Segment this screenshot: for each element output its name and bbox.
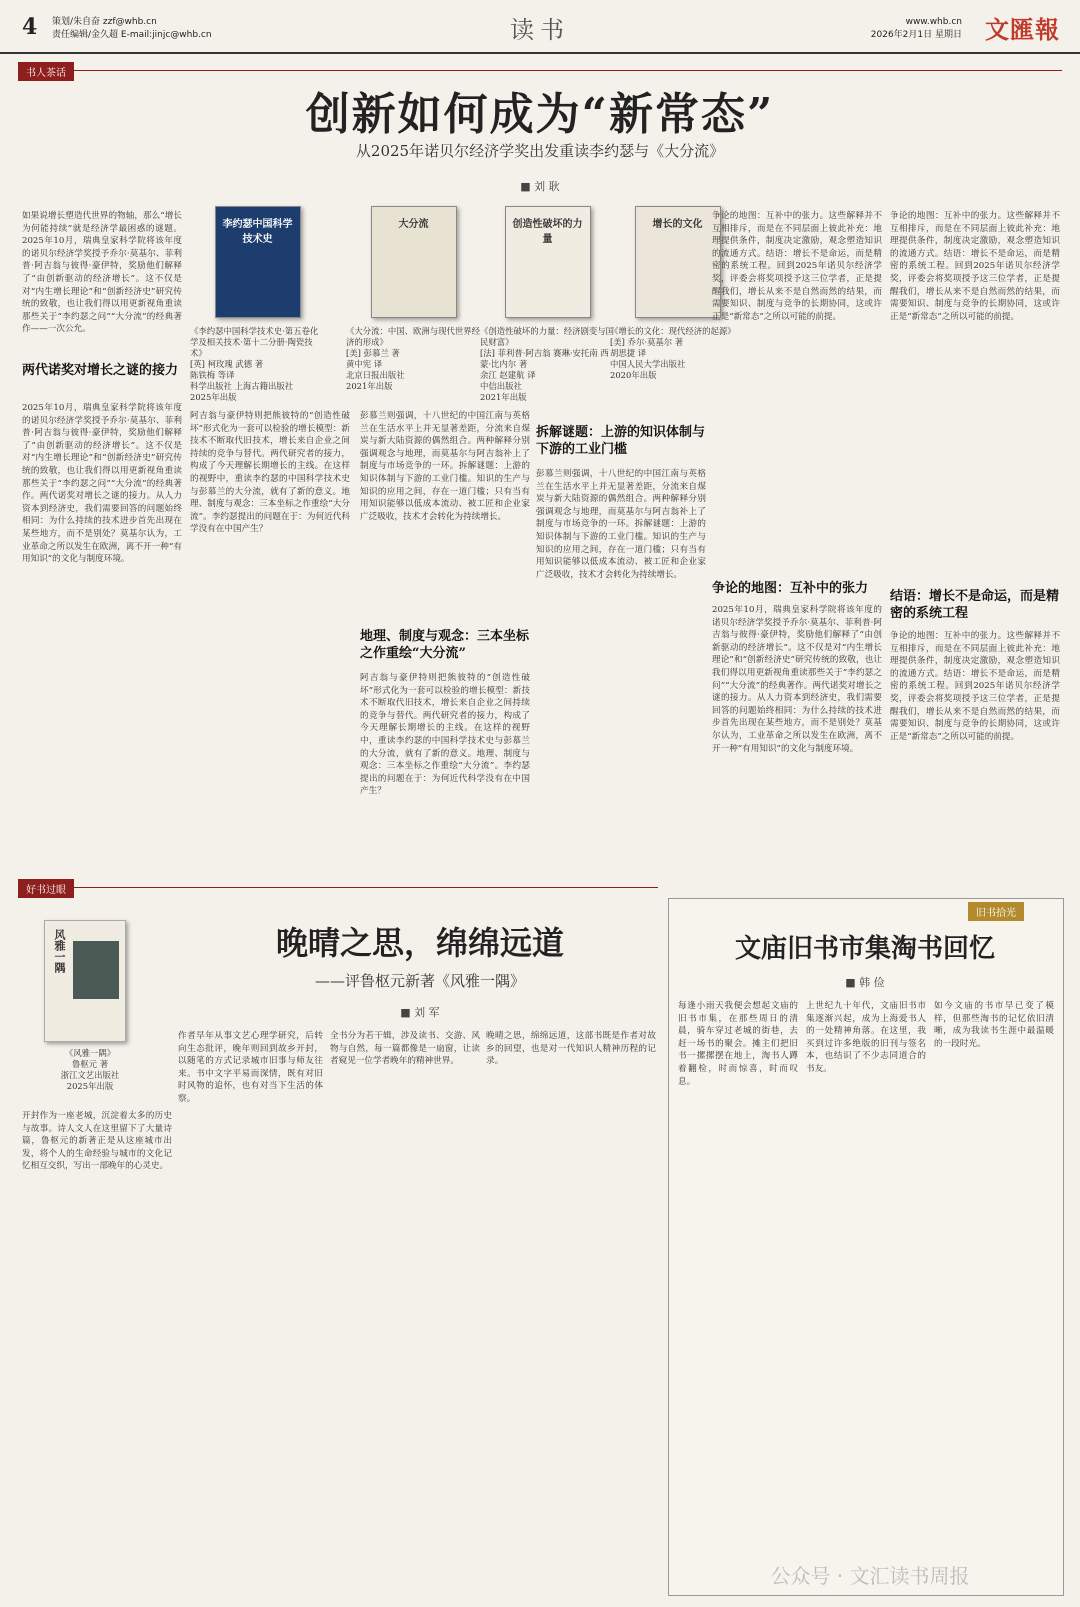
body-column: 2025年10月，瑞典皇家科学院将该年度的诺贝尔经济学奖授予乔尔·莫基尔、菲利普·阿吉翁与彼得·豪伊特，奖励他们解释了“由创新驱动的经济增长”。这不仅是对“内生增长理论”和“创新经济史”研究传统的致敬，也让我们得以用更新视角重读那些关于“李约瑟之问”“大分流”的经典著作。两代诺奖对增长之谜的接力。从人力资本到经济史，我们需要回答的问题始终相同：为什么持续的技术进步首先出现在某些地方，而不是别处？莫基尔认为，工业革命之所以发生在欧洲，离不开一种“有用知识”的文化与制度环境。 bbox=[22, 403, 182, 565]
book-cover bbox=[215, 206, 301, 318]
section-title: 读书 bbox=[510, 16, 570, 44]
review-column: 开封作为一座老城，沉淀着太多的历史与故事。诗人文人在这里留下了大量诗篇，鲁枢元的新著正是从这座城市出发，将个人的生命经验与城市的文化记忆相互交织，写出一部晚年的心灵史。 bbox=[22, 1111, 172, 1172]
caption-author: [美] 乔尔·莫基尔 著 bbox=[610, 337, 684, 347]
page-number: 4 bbox=[22, 14, 38, 40]
caption-author: [法] 菲利普·阿吉翁 赛琳·安托南 西蒙·比内尔 著 bbox=[480, 348, 609, 369]
main-byline: ■ 刘 耿 bbox=[520, 180, 560, 193]
book-item bbox=[190, 206, 325, 403]
old-book-headline: 文庙旧书市集淘书回忆 bbox=[734, 934, 995, 964]
review-column: 晚晴之思，绵绵远道，这部书既是作者对故乡的回望，也是对一代知识人精神历程的记录。 bbox=[486, 1031, 656, 1067]
book-cover bbox=[505, 206, 591, 318]
book-cover-title: 创造性破坏的力量 bbox=[512, 219, 583, 245]
page-header bbox=[0, 0, 1080, 54]
main-subheadline: 从2025年诺贝尔经济学奖出发重读李约瑟与《大分流》 bbox=[355, 142, 725, 160]
book-item bbox=[346, 206, 481, 392]
subhead-3: 拆解谜题：上游的知识体制与下游的工业门槛 bbox=[536, 425, 706, 457]
book-caption bbox=[346, 326, 481, 392]
column-tag: 旧书拾光 bbox=[968, 902, 1024, 921]
review-byline: ■ 刘 军 bbox=[400, 1006, 440, 1019]
subhead-4: 争论的地图：互补中的张力 bbox=[712, 581, 869, 596]
caption-year: 2021年出版 bbox=[480, 392, 527, 402]
book-caption bbox=[190, 326, 325, 403]
book-cover-title: 李约瑟中国科学技术史 bbox=[222, 219, 293, 245]
caption-title: 《李约瑟中国科学技术史·第五卷化学及相关技术·第十二分册·陶瓷技术》 bbox=[190, 326, 319, 358]
caption-title: 《风雅一隅》 bbox=[64, 1048, 116, 1058]
caption-author: [英] 柯玫瑰 武德 著 bbox=[190, 359, 264, 369]
book-cover-image bbox=[44, 920, 126, 1042]
body-column: 彭慕兰则强调，十八世纪的中国江南与英格兰在生活水平上并无显著差距，分流来自煤炭与新大陆资源的偶然组合。两种解释分别强调观念与地理，而莫基尔与阿吉翁补上了制度与市场竞争的一环。拆解谜题：上游的知识体制与下游的工业门槛。知识的生产与知识的应用之间，存在一道门槛；只有当有用知识能够以低成本流动、被工匠和企业家广泛吸收，技术才会转化为持续增长。 bbox=[360, 411, 530, 522]
book-cover-title: 增长的文化 bbox=[652, 219, 703, 230]
caption-title: 《创造性破坏的力量：经济剧变与国民财富》 bbox=[480, 326, 614, 347]
book-item bbox=[480, 206, 615, 403]
editor-line-1: 策划/朱自奋 zzf@whb.cn bbox=[52, 17, 157, 27]
caption-author: 鲁枢元 著 bbox=[71, 1059, 109, 1069]
caption-year: 2025年出版 bbox=[66, 1081, 114, 1091]
main-headline: 创新如何成为“新常态” bbox=[305, 89, 775, 140]
caption-publisher: 浙江文艺出版社 bbox=[60, 1070, 120, 1080]
old-book-column: 如今文庙的书市早已变了模样，但那些淘书的记忆依旧清晰，成为我读书生涯中最温暖的一段时光。 bbox=[934, 1001, 1054, 1049]
review-column: 作者早年从事文艺心理学研究，后转向生态批评，晚年则回到故乡开封，以随笔的方式记录城市旧事与师友往来。书中文字平易而深情，既有对旧时风物的追怀，也有对当下生活的体察。 bbox=[178, 1031, 323, 1104]
website: www.whb.cn bbox=[905, 17, 962, 27]
caption-translator: 黄中宪 译 bbox=[346, 359, 383, 369]
old-book-byline: ■ 韩 俭 bbox=[845, 976, 885, 989]
review-column: 全书分为若干辑，涉及读书、交游、风物与自然，每一篇都像是一扇窗，让读者窥见一位学者晚年的精神世界。 bbox=[330, 1031, 480, 1067]
caption-translator: 胡思捷 译 bbox=[610, 348, 647, 358]
intro-paragraph: 如果说增长塑造代世界的物轴，那么“增长为何能持续”就是经济学最困惑的谜题。2025年10月，瑞典皇家科学院将该年度的诺贝尔经济学奖授予乔尔·莫基尔、菲利普·阿吉翁与彼得·豪伊特，奖励他们解释了“由创新驱动的经济增长”。这不仅是对“内生增长理论”和“创新经济史”研究传统的致敬，也让我们得以用更新视角重读那些关于“李约瑟之问”“大分流”的经典著作——一次公允。 bbox=[22, 211, 182, 335]
subhead-5: 结语：增长不是命运，而是精密的系统工程 bbox=[890, 589, 1060, 621]
caption-publisher: 北京日报出版社 bbox=[346, 370, 405, 380]
body-column: 彭慕兰则强调，十八世纪的中国江南与英格兰在生活水平上并无显著差距，分流来自煤炭与新大陆资源的偶然组合。两种解释分别强调观念与地理，而莫基尔与阿吉翁补上了制度与市场竞争的一环。拆解谜题：上游的知识体制与下游的工业门槛。知识的生产与知识的应用之间，存在一道门槛；只有当有用知识能够以低成本流动、被工匠和企业家广泛吸收，技术才会转化为持续增长。 bbox=[536, 469, 706, 580]
subhead-1: 两代诺奖对增长之谜的接力 bbox=[22, 363, 179, 378]
body-column: 2025年10月，瑞典皇家科学院将该年度的诺贝尔经济学奖授予乔尔·莫基尔、菲利普·阿吉翁与彼得·豪伊特，奖励他们解释了“由创新驱动的经济增长”。这不仅是对“内生增长理论”和“创新经济史”研究传统的致敬，也让我们得以用更新视角重读那些关于“李约瑟之问”“大分流”的经典著作。两代诺奖对增长之谜的接力。从人力资本到经济史，我们需要回答的问题始终相同：为什么持续的技术进步首先出现在某些地方，而不是别处？莫基尔认为，工业革命之所以发生在欧洲，离不开一种“有用知识”的文化与制度环境。 bbox=[712, 605, 882, 754]
caption-year: 2025年出版 bbox=[190, 392, 237, 402]
body-column: 阿吉翁与豪伊特则把熊彼特的“创造性破坏”形式化为一套可以检验的增长模型：新技术不断取代旧技术，增长来自企业之间持续的竞争与替代。两代研究者的接力，构成了今天理解长期增长的主线。在这样的视野中，重读李约瑟的中国科学技术史与彭慕兰的大分流，就有了新的意义。地理、制度与观念：三本坐标之作重绘“大分流”。李约瑟提出的问题在于：为何近代科学没有在中国产生？ bbox=[360, 673, 530, 797]
date-info bbox=[871, 16, 962, 42]
review-subheadline: ——评鲁枢元新著《风雅一隅》 bbox=[314, 972, 525, 990]
caption-author: [美] 彭慕兰 著 bbox=[346, 348, 400, 358]
caption-publisher: 中信出版社 bbox=[480, 381, 522, 391]
caption-translator: 余江 赵建航 译 bbox=[480, 370, 536, 380]
review-book-caption bbox=[30, 1048, 150, 1092]
caption-year: 2021年出版 bbox=[346, 381, 393, 391]
body-column: 争论的地图：互补中的张力。这些解释并不互相排斥，而是在不同层面上彼此补充：地理提供条件，制度决定激励，观念塑造知识的流通方式。结语：增长不是命运，而是精密的系统工程。回到2025年诺贝尔经济学奖，评委会将奖项授予这三位学者，正是提醒我们，增长从来不是自然而然的结果，而需要知识、制度与竞争的长期协同，这或许正是“新常态”之所以可能的前提。 bbox=[890, 631, 1060, 742]
issue-date: 2026年2月1日 星期日 bbox=[870, 30, 962, 40]
book-cover bbox=[371, 206, 457, 318]
watermark: 公众号 · 文汇读书周报 bbox=[770, 1564, 970, 1588]
book-cover-title: 大分流 bbox=[398, 219, 429, 230]
caption-year: 2020年出版 bbox=[610, 370, 657, 380]
editor-line-2: 责任编辑/金久超 E-mail:jinjc@whb.cn bbox=[52, 30, 212, 40]
review-headline: 晚晴之思，绵绵远道 bbox=[275, 924, 564, 962]
masthead-logo: 文匯報 bbox=[985, 15, 1060, 44]
caption-publisher: 科学出版社 上海古籍出版社 bbox=[190, 381, 294, 391]
body-column: 争论的地图：互补中的张力。这些解释并不互相排斥，而是在不同层面上彼此补充：地理提供条件，制度决定激励，观念塑造知识的流通方式。结语：增长不是命运，而是精密的系统工程。回到2025年诺贝尔经济学奖，评委会将奖项授予这三位学者，正是提醒我们，增长从来不是自然而然的结果，而需要知识、制度与竞争的长期协同，这或许正是“新常态”之所以可能的前提。 bbox=[890, 211, 1060, 322]
section-rule bbox=[18, 887, 658, 888]
book-caption bbox=[480, 326, 615, 403]
subhead-2: 地理、制度与观念：三本坐标之作重绘“大分流” bbox=[360, 629, 530, 661]
column-tag: 书人茶话 bbox=[18, 62, 74, 81]
old-book-column: 上世纪九十年代，文庙旧书市集逐渐兴起，成为上海爱书人的一处精神角落。在这里，我买到过许多绝版的旧刊与签名本，也结识了不少志同道合的书友。 bbox=[806, 1001, 926, 1074]
column-tag: 好书过眼 bbox=[18, 879, 74, 898]
book-cover-title: 风雅一隅 bbox=[53, 929, 66, 973]
caption-publisher: 中国人民大学出版社 bbox=[610, 359, 686, 369]
body-column: 阿吉翁与豪伊特则把熊彼特的“创造性破坏”形式化为一套可以检验的增长模型：新技术不断取代旧技术，增长来自企业之间持续的竞争与替代。两代研究者的接力，构成了今天理解长期增长的主线。在这样的视野中，重读李约瑟的中国科学技术史与彭慕兰的大分流，就有了新的意义。地理、制度与观念：三本坐标之作重绘“大分流”。李约瑟提出的问题在于：为何近代科学没有在中国产生？ bbox=[190, 411, 350, 535]
caption-title: 《增长的文化：现代经济的起源》 bbox=[610, 326, 736, 336]
review-book bbox=[30, 920, 150, 1091]
cover-photo bbox=[73, 941, 119, 999]
caption-translator: 陈铁梅 等译 bbox=[190, 370, 235, 380]
book-cover bbox=[635, 206, 721, 318]
old-book-column: 每逢小雨天我便会想起文庙的旧书市集，在那些周日的清晨，骑车穿过老城的街巷，去赶一场书的聚会。摊主们把旧书一摞摞摆在地上，淘书人蹲着翻检，时而惊喜，时而叹息。 bbox=[678, 1001, 798, 1087]
caption-title: 《大分流：中国、欧洲与现代世界经济的形成》 bbox=[346, 326, 480, 347]
section-rule bbox=[18, 70, 1062, 71]
body-column: 争论的地图：互补中的张力。这些解释并不互相排斥，而是在不同层面上彼此补充：地理提供条件，制度决定激励，观念塑造知识的流通方式。结语：增长不是命运，而是精密的系统工程。回到2025年诺贝尔经济学奖，评委会将奖项授予这三位学者，正是提醒我们，增长从来不是自然而然的结果，而需要知识、制度与竞争的长期协同，这或许正是“新常态”之所以可能的前提。 bbox=[712, 211, 882, 322]
